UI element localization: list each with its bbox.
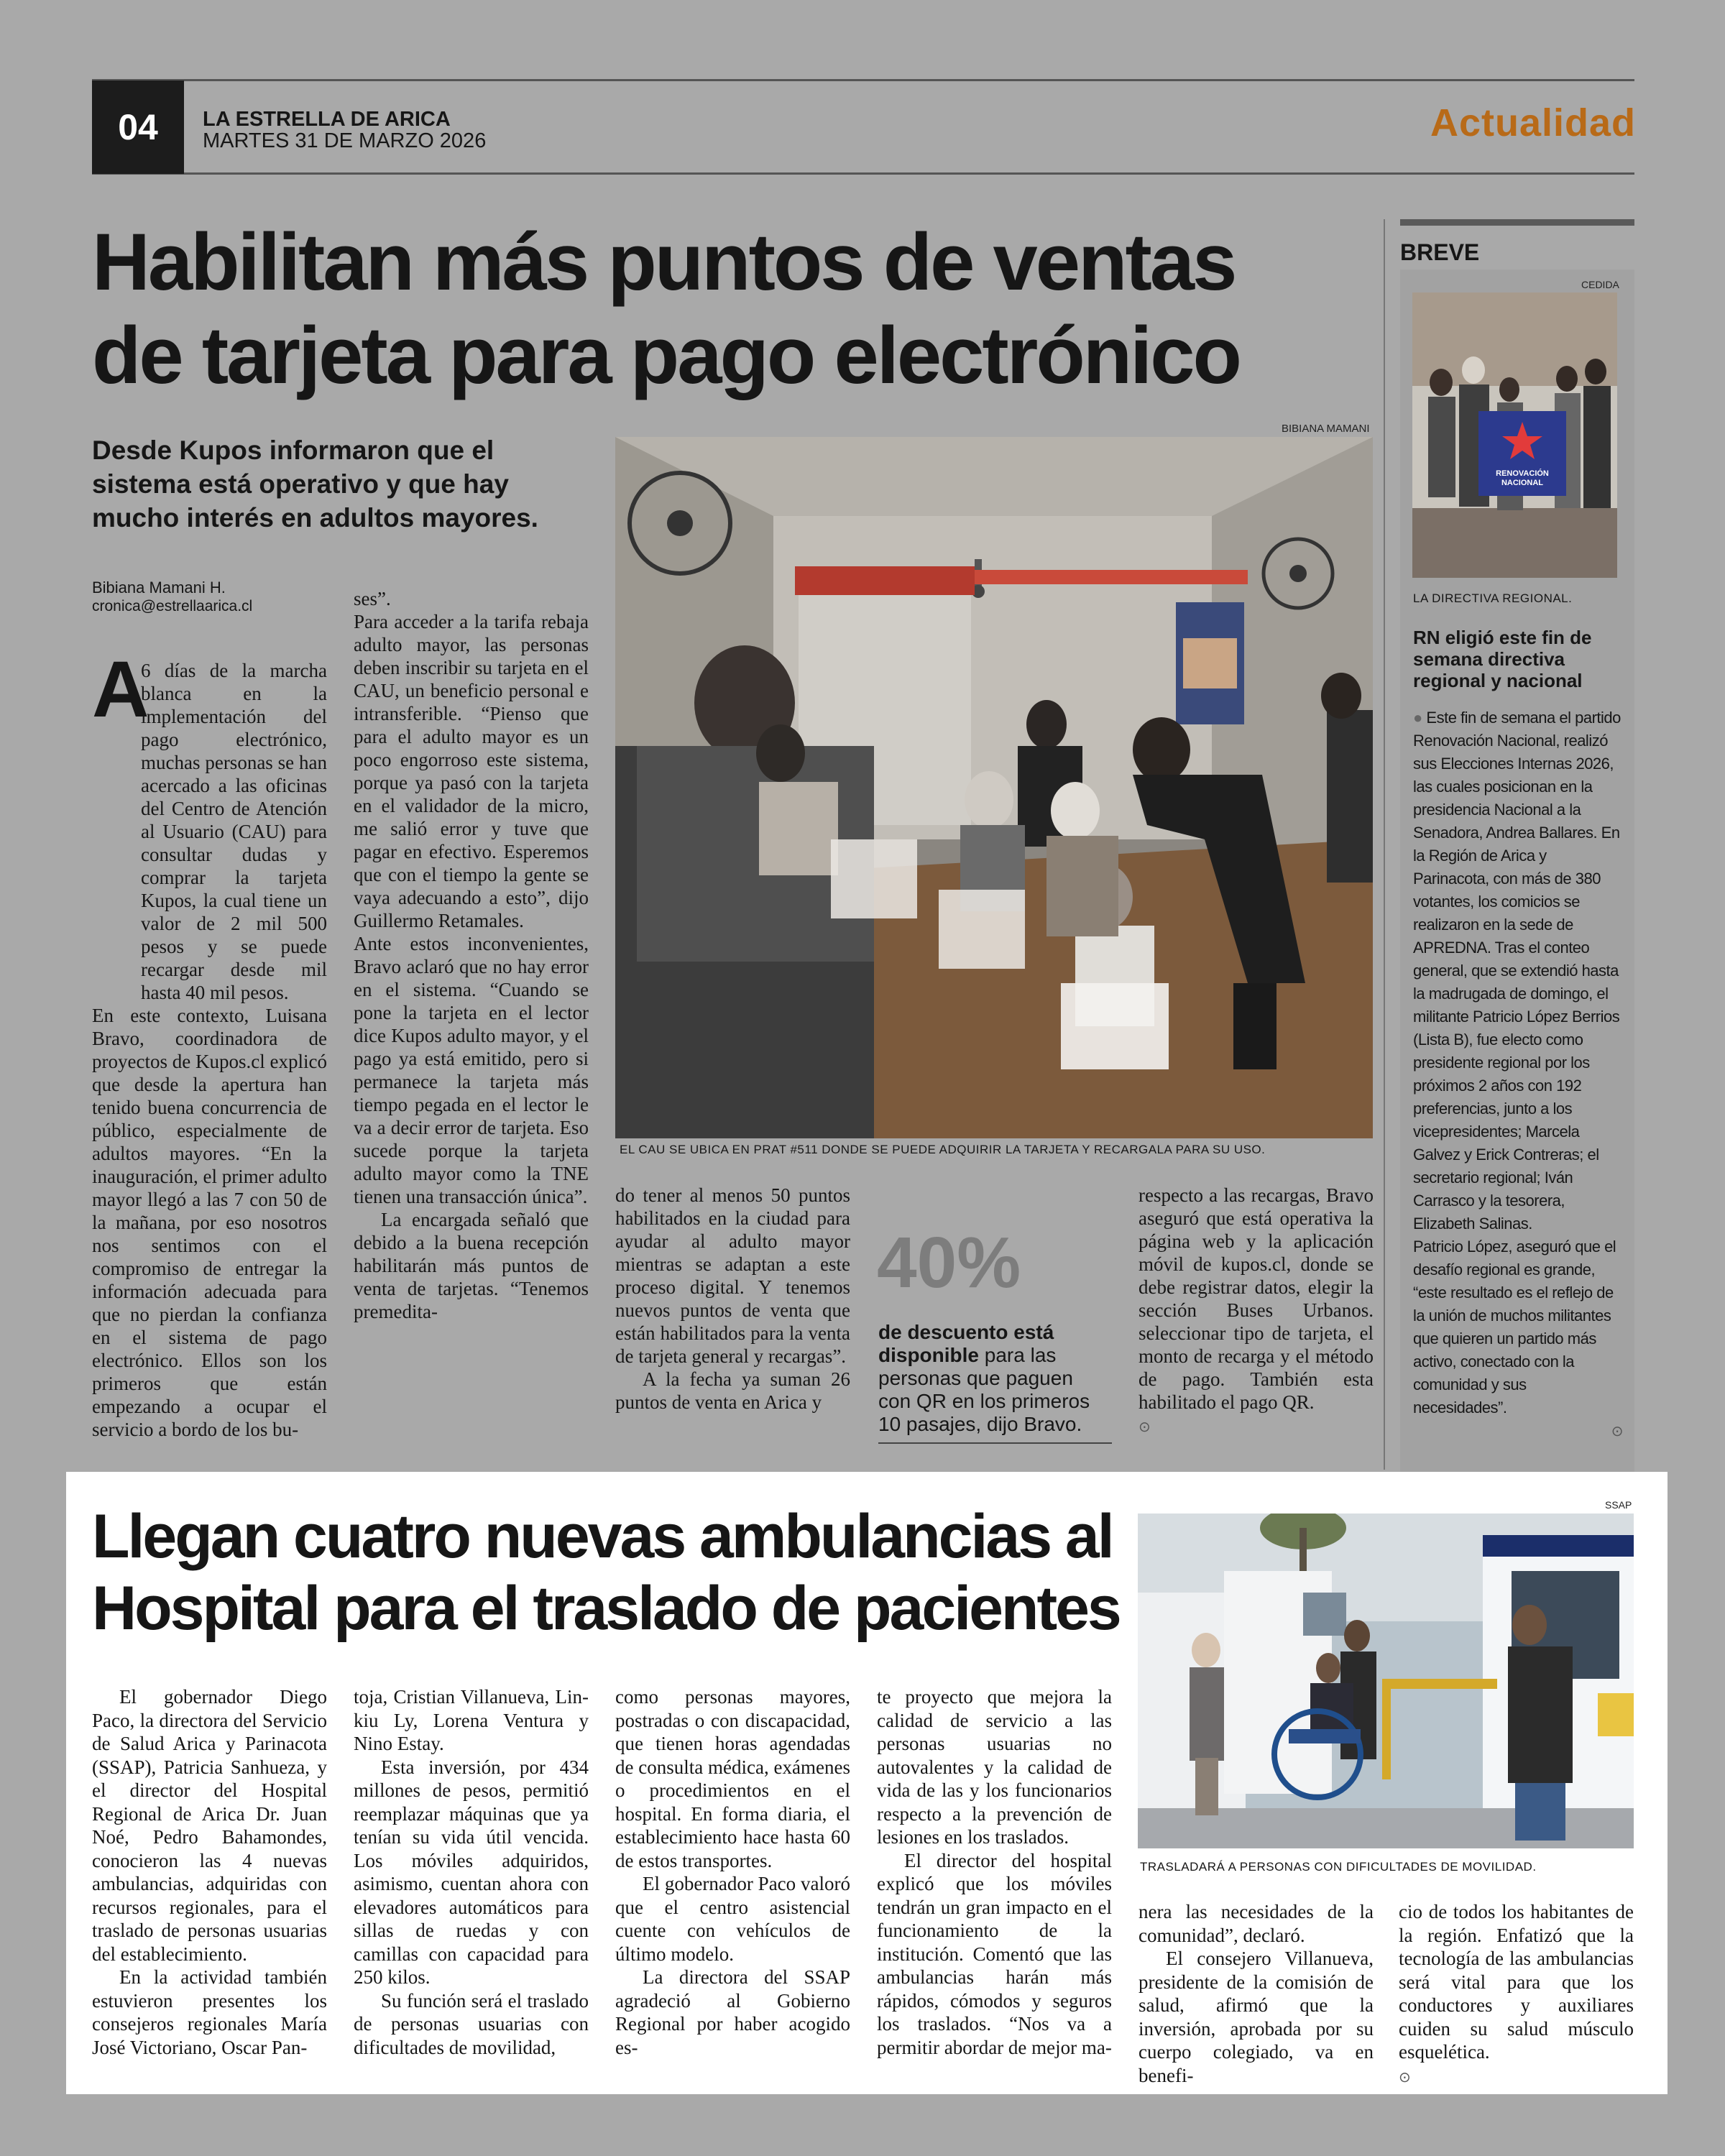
- article1-col4: [1138, 1184, 1374, 1439]
- header-bottom-rule: [92, 172, 1634, 175]
- article2-col2-p2: Esta inversión, por 434 millones de pesos, permitió reemplazar máquinas que ya tenían su vida útil vencida. Los móviles adquiridos, asimismo, cuentan ahora con elevadores automáticos para sillas de ruedas y con camillas con capacidad para 250 kilos.: [354, 1756, 589, 1988]
- article2-col1: [92, 1685, 327, 2059]
- end-mark-icon: ⊙: [1611, 1424, 1623, 1439]
- article2-headline-line2: Hospital para el traslado de pacientes: [92, 1574, 1120, 1643]
- pullquote-number: 40%: [877, 1222, 1021, 1303]
- pullquote-bold: de descuento está disponible: [878, 1321, 1054, 1366]
- article1-col3-p1: do tener al menos 50 puntos habilitados en la ciudad para ayudar al adulto mayor mientras se adaptan a este proceso digital. Y tenemos nuevos puntos de venta que están habilitados para la venta de tarjeta general y recargas”.: [615, 1184, 850, 1367]
- article1-photo-credit: BIBIANA MAMANI: [1282, 423, 1370, 435]
- article2-col4-p1: te proyecto que mejora la calidad de servicio a las personas usuarias no autovalentes y la calidad de vida de las y los funcionarios respecto a la prevención de lesiones en los traslados.: [877, 1686, 1112, 1848]
- article2-col3-p1: como personas mayores, postradas o con discapacidad, que tienen horas agendadas de consulta médica, exámenes o procedimientos en el hospital. En forma diaria, el establecimiento hace hasta 60 de estos transportes.: [615, 1686, 850, 1871]
- article2-col2-p3: Su función será el traslado de personas usuarias con dificultades de movilidad,: [354, 1989, 589, 2058]
- header-top-rule: [92, 79, 1634, 81]
- pullquote-rest: para las personas que paguen con QR en los primeros 10 pasajes, dijo Bravo.: [878, 1344, 1090, 1435]
- article1-col1-p1: 6 días de la marcha blanca en la implementación del pago electrónico, muchas personas se han acercado a las oficinas del Centro de Atención al Usuario (CAU) para consultar dudas y comprar la tarjeta Kupos, la cual tiene un valor de 2 mil 500 pesos y se puede recargar desde mil hasta 40 mil pesos.: [141, 660, 327, 1003]
- brief-body-p1: [1413, 706, 1623, 1235]
- end-mark-icon: ⊙: [1138, 1419, 1151, 1435]
- article2-col1-p1: El gobernador Diego Paco, la directora del Servicio de Salud Arica y Parinacota (SSAP), Patricia Sanhueza, y el director del Hospital Regional de Arica Dr. Juan Noé, Pedro Bahamondes, conocieron las 4 nuevas ambulancias, adquiridas con recursos regionales, para el traslado de personas usuarias del establecimiento.: [92, 1686, 327, 1965]
- brief-banner-line1: RENOVACIÓN: [1496, 469, 1549, 478]
- article1-col2-p2: Para acceder a la tarifa rebaja adulto mayor, las personas deben inscribir su tarjeta en el CAU, un beneficio personal e intransferible. “Pienso que para el adulto mayor es un poco engorroso este sistema, porque ya pasó con la tarjeta en el validador de la micro, me salió error y tuve que pagar en efectivo. Esperemos que con el tiempo la gente se vaya adecuando a esto”, dijo Guillermo Retamales.: [354, 611, 589, 931]
- brief-photo-caption: LA DIRECTIVA REGIONAL.: [1413, 591, 1573, 605]
- brief-body: [1413, 706, 1623, 1443]
- end-mark-icon: ⊙: [1399, 2069, 1411, 2086]
- article2-col3-p3: La directora del SSAP agradeció al Gobierno Regional por haber acogido es-: [615, 1966, 850, 2058]
- article2-col3: [615, 1685, 850, 2059]
- article2-photo: [1138, 1514, 1634, 1848]
- article2-col1-p2: En la actividad también estuvieron presentes los consejeros regionales María José Victoriano, Oscar Pan-: [92, 1966, 327, 2058]
- section-name: Actualidad: [1430, 101, 1637, 144]
- article2-col3-p2: El gobernador Paco valoró que el centro asistencial cuente con vehículos de último modelo.: [615, 1873, 850, 1965]
- article2-photo-credit: SSAP: [1605, 1499, 1632, 1511]
- article2-col4-p2: El director del hospital explicó que los móviles tendrán un gran impacto en el funcionamiento de la institución. Comentó que las ambulancias harán más rápidos, cómodos y seguros los traslados. “Nos va a permitir abordar de mejor ma-: [877, 1849, 1112, 2058]
- article2-col4: [877, 1685, 1112, 2059]
- article1-dropcap: A: [92, 645, 150, 734]
- article1-col2-p4: La encargada señaló que debido a la buena recepción habilitarán más puntos de venta de tarjetas. “Tenemos premedita-: [354, 1209, 589, 1322]
- brief-banner-line2: NACIONAL: [1501, 479, 1544, 487]
- brief-headline: RN eligió este fin de semana directiva regional y nacional: [1413, 627, 1592, 691]
- brief-end-mark: [1413, 1419, 1623, 1443]
- article2-col6-p1: cio de todos los habitantes de la región. Enfatizó que la tecnología de las ambulancias será vital para que los conductores y auxiliares cuiden su salud músculo esquelética.: [1399, 1901, 1634, 2063]
- article2-col2: [354, 1685, 589, 2059]
- article1-col1: [92, 659, 327, 1441]
- paper-name: LA ESTRELLA DE ARICA: [203, 108, 451, 131]
- article1-email: cronica@estrellaarica.cl: [92, 598, 253, 614]
- article1-photo-caption: EL CAU SE UBICA EN PRAT #511 DONDE SE PUEDE ADQUIRIR LA TARJETA Y RECARGALA PARA SU USO.: [620, 1143, 1266, 1156]
- article1-col3-p2: A la fecha ya suman 26 puntos de venta en Arica y: [615, 1368, 850, 1413]
- article1-headline-line2: de tarjeta para pago electrónico: [92, 310, 1240, 400]
- article1-col3: [615, 1184, 850, 1414]
- bullet-icon: ●: [1413, 709, 1422, 727]
- article2-col5-p2: El consejero Villanueva, presidente de la comisión de salud, afirmó que la inversión, aprobada por su cuerpo colegiado, va en benefi-: [1138, 1948, 1374, 2086]
- brief-photo-credit: CEDIDA: [1581, 279, 1619, 290]
- article1-deck: Desde Kupos informaron que el sistema está operativo y que hay mucho interés en adultos mayores.: [92, 436, 538, 533]
- article1-col2-p3: Ante estos inconvenientes, Bravo aclaró que no hay error en el sistema. “Cuando se pone la tarjeta en el lector dice Kupos adulto mayor, y el pago ya está emitido, pero si permanece la tarjeta más tiempo pegada en el lector le va a decir error de tarjeta. Eso sucede porque la tarjeta adulto mayor como la TNE tienen una transacción única”.: [354, 933, 589, 1207]
- article1-headline-line1: Habilitan más puntos de ventas: [92, 217, 1236, 307]
- article2-col6: [1399, 1900, 1634, 2089]
- brief-body-p2: Patricio López, aseguró que el desafío regional es grande, “este resultado es el reflejo de la unión de muchos militantes que quieren un partido más activo, conectado con la comunidad y sus necesidades”.: [1413, 1238, 1616, 1416]
- article1-col4-p1: respecto a las recargas, Bravo aseguró que está operativa la página web y la aplicación móvil de kupos.cl, donde se debe registrar datos, elegir la sección Buses Urbanos. seleccionar tipo de tarjeta, el monto de recarga y el método de pago. También esta habilitado el pago QR.: [1138, 1184, 1374, 1413]
- article1-author: Bibiana Mamani H.: [92, 579, 226, 596]
- paper-date: MARTES 31 DE MARZO 2026: [203, 129, 487, 152]
- article2-photo-caption: TRASLADARÁ A PERSONAS CON DIFICULTADES DE MOVILIDAD.: [1140, 1860, 1537, 1874]
- column-divider: [1384, 219, 1385, 1470]
- brief-label: BREVE: [1400, 239, 1480, 265]
- article2-col5: [1138, 1900, 1374, 2087]
- brief-body-p1-text: Este fin de semana el partido Renovación Nacional, realizó sus Elecciones Internas 2026, las cuales posicionan en la presidencia Nacional a la Senadora, Andrea Ballares. En la Región de Arica y Parinacota, con más de 380 votantes, los comicios se realizaron en la sede de APREDNA. Tras el conteo general, que se extendió hasta la madrugada de domingo, el militante Patricio López Berrios (Lista B), fue electo como presidente regional por los próximos 2 años con 192 preferencias, junto a los vicepresidentes; Marcela Galvez y Erick Contreras; el secretario regional; Iván Carrasco y la tesorera, Elizabeth Salinas.: [1413, 709, 1621, 1233]
- article1-col2-p1: ses”.: [354, 588, 391, 609]
- article1-photo: [615, 437, 1373, 1138]
- pullquote-underline: [878, 1442, 1112, 1444]
- article2-col5-p1: nera las necesidades de la comunidad”, declaró.: [1138, 1901, 1374, 1946]
- article2-col2-p1: toja, Cristian Villanueva, Lin-kiu Ly, Lorena Ventura y Nino Estay.: [354, 1686, 589, 1754]
- pullquote-text: [878, 1321, 1108, 1436]
- article2-headline-line1: Llegan cuatro nuevas ambulancias al: [92, 1502, 1113, 1571]
- brief-top-rule: [1400, 219, 1634, 226]
- article1-col1-p2: En este contexto, Luisana Bravo, coordinadora de proyectos de Kupos.cl explicó que desde la apertura han tenido buena concurrencia de público, especialmente de adultos mayores. “En la inauguración, el primer adulto mayor llegó a las 7 con 50 de la mañana, por eso nosotros nos sentimos con el compromiso de entregar la información adecuada para que no pierdan la confianza en el sistema de pago electrónico. Ellos son los primeros que están empezando a ocupar el servicio a bordo de los bu-: [92, 1005, 327, 1440]
- article1-col2: [354, 587, 589, 1323]
- page-number: 04: [92, 80, 184, 174]
- brief-photo: [1412, 292, 1617, 578]
